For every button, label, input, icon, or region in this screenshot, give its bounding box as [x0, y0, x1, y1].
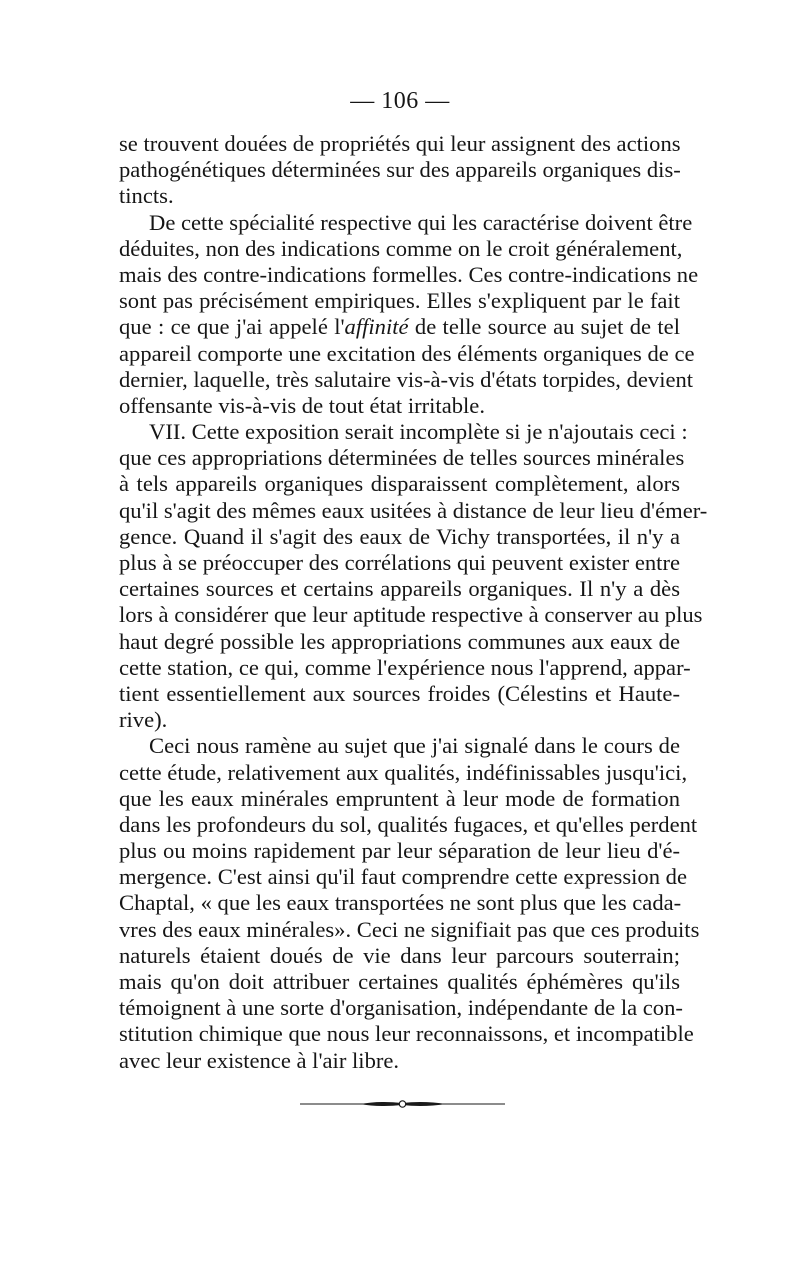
text-line: mais qu'on doit attribuer certaines qualités éphémères qu'ils: [119, 969, 680, 994]
text-line: mergence. C'est ainsi qu'il faut comprendre cette expression de: [119, 864, 687, 890]
text-line: offensante vis-à-vis de tout état irritable.: [119, 392, 485, 418]
text-line: plus à se préoccuper des corrélations qui peuvent exister entre: [119, 550, 680, 575]
text-line-affinite: que : ce que j'ai appelé l'affinité de telle source au sujet de tel: [119, 314, 680, 340]
text-line: témoignent à une sorte d'organisation, indépendante de la con-: [119, 995, 683, 1021]
text-line: stitution chimique que nous leur reconnaissons, et incompatible: [119, 1021, 694, 1047]
ornamental-rule: [300, 1097, 505, 1111]
emphasized-word: affinité: [344, 314, 409, 340]
text-line: haut degré possible les appropriations communes aux eaux de: [119, 628, 680, 654]
text-line: dernier, laquelle, très salutaire vis-à-vis d'états torpides, devient: [119, 366, 694, 392]
text-line: Chaptal, « que les eaux transportées ne sont plus que les cada-: [119, 890, 682, 916]
text-line: cette station, ce qui, comme l'expérience nous l'apprend, appar-: [119, 654, 691, 680]
text-line: plus ou moins rapidement par leur séparation de leur lieu d'é-: [119, 838, 680, 864]
text-line: Ceci nous ramène au sujet que j'ai signalé dans le cours de: [149, 733, 680, 759]
text-line: lors à considérer que leur aptitude respective à conserver au plus: [119, 602, 703, 628]
text-line: dans les profondeurs du sol, qualités fugaces, et qu'elles perdent: [119, 811, 698, 837]
text-line: rive).: [119, 707, 168, 733]
text-line: appareil comporte une excitation des éléments organiques de ce: [119, 340, 695, 366]
text-line: avec leur existence à l'air libre.: [119, 1047, 400, 1073]
text-line: que les eaux minérales empruntent à leur mode de formation: [119, 785, 680, 811]
text-line: tincts.: [119, 183, 174, 209]
text-line: certaines sources et certains appareils organiques. Il n'y a dès: [119, 576, 680, 602]
text-line: naturels étaient doués de vie dans leur parcours souterrain;: [119, 942, 680, 968]
body-text: [119, 131, 708, 1074]
text-line: tient essentiellement aux sources froides (Célestins et Haute-: [119, 680, 680, 706]
text-line: qu'il s'agit des mêmes eaux usitées à distance de leur lieu d'émer-: [119, 497, 708, 523]
page-number: — 106 —: [350, 88, 450, 114]
text-line: déduites, non des indications comme on le croit généralement,: [119, 235, 683, 261]
text-line: cette étude, relativement aux qualités, indéfinissables jusqu'ici,: [119, 759, 688, 785]
text-line: gence. Quand il s'agit des eaux de Vichy transportées, il n'y a: [119, 523, 680, 549]
text-line: vres des eaux minérales». Ceci ne signifiait pas que ces produits: [119, 916, 700, 942]
text-line: De cette spécialité respective qui les caractérise doivent être: [149, 209, 693, 235]
text-line: que ces appropriations déterminées de telles sources minérales: [119, 445, 685, 471]
text-line: VII. Cette exposition serait incomplète si je n'ajoutais ceci :: [149, 419, 688, 445]
text-line: sont pas précisément empiriques. Elles s'expliquent par le fait: [119, 288, 680, 314]
text-line: à tels appareils organiques disparaissent complètement, alors: [119, 471, 680, 497]
text-line: mais des contre-indications formelles. Ces contre-indications ne: [119, 261, 699, 287]
text-line: se trouvent douées de propriétés qui leur assignent des actions: [119, 131, 681, 156]
text-line: pathogénétiques déterminées sur des appareils organiques dis-: [119, 157, 681, 183]
